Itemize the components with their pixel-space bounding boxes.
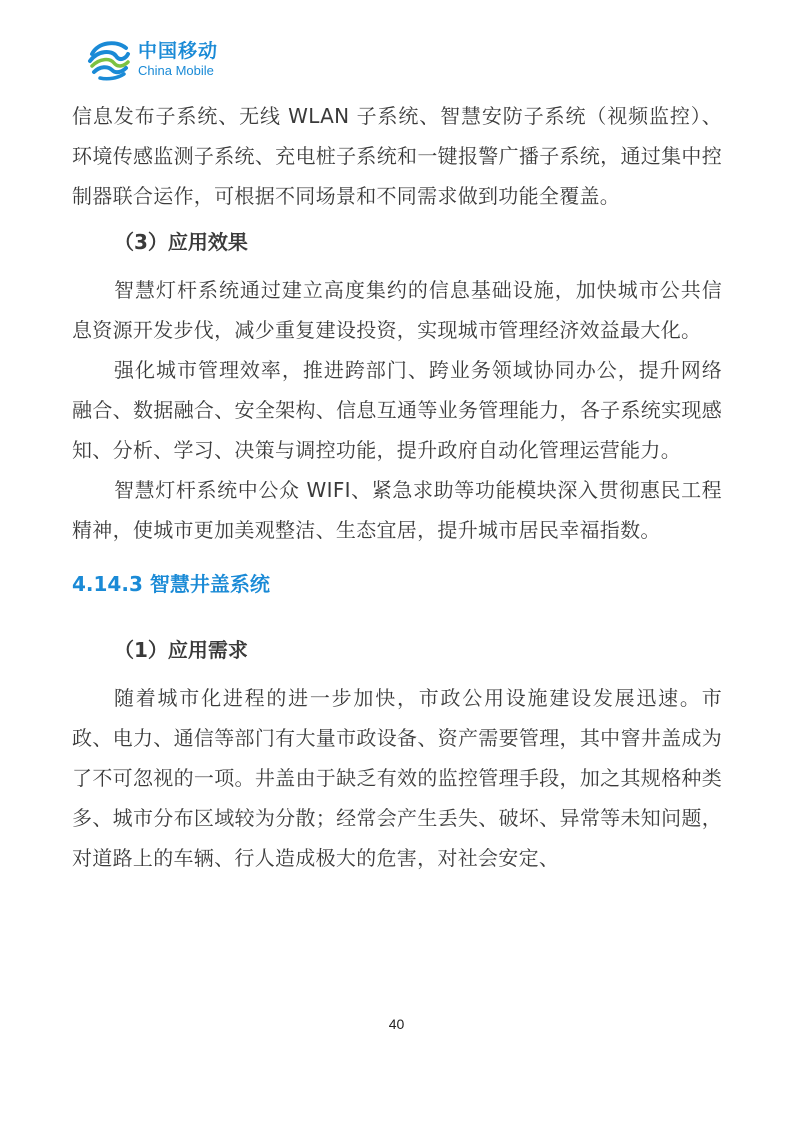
paragraph-effect-3: 智慧灯杆系统中公众 WIFI、紧急求助等功能模块深入贯彻惠民工程精神，使城市更加美观整洁、生态宜居，提升城市居民幸福指数。 <box>72 478 722 542</box>
logo-chinese-text: 中国移动 <box>138 39 219 62</box>
paragraph-demand: 随着城市化进程的进一步加快，市政公用设施建设发展迅速。市政、电力、通信等部门有大量市政设备、资产需要管理，其中窨井盖成为了不可忽视的一项。井盖由于缺乏有效的监控管理手段，加之其规格种类多、城市分布区域较为分散；经常会产生丢失、破坏、异常等未知问题，对道路上的车辆、行人造成极大的危害，对社会安定、 <box>72 686 722 870</box>
china-mobile-logo-icon <box>86 36 132 82</box>
logo-english-text: China Mobile <box>138 62 214 78</box>
section-heading-smart-manhole: 4.14.3 智慧井盖系统 <box>72 572 270 596</box>
paragraph-effect-2: 强化城市管理效率，推进跨部门、跨业务领域协同办公，提升网络融合、数据融合、安全架构、信息互通等业务管理能力，各子系统实现感知、分析、学习、决策与调控功能，提升政府自动化管理运营能力。 <box>72 358 722 462</box>
document-body <box>72 96 722 878</box>
china-mobile-logo <box>86 36 218 82</box>
paragraph-effect-1: 智慧灯杆系统通过建立高度集约的信息基础设施，加快城市公共信息资源开发步伐，减少重复建设投资，实现城市管理经济效益最大化。 <box>72 278 722 342</box>
subheading-application-demand: （1）应用需求 <box>114 638 248 662</box>
page-number: 40 <box>388 1016 405 1032</box>
subheading-application-effect: （3）应用效果 <box>114 230 248 254</box>
paragraph-subsystems: 信息发布子系统、无线 WLAN 子系统、智慧安防子系统（视频监控）、环境传感监测子系统、充电桩子系统和一键报警广播子系统，通过集中控制器联合运作，可根据不同场景和不同需求做到功能全覆盖。 <box>72 104 722 208</box>
